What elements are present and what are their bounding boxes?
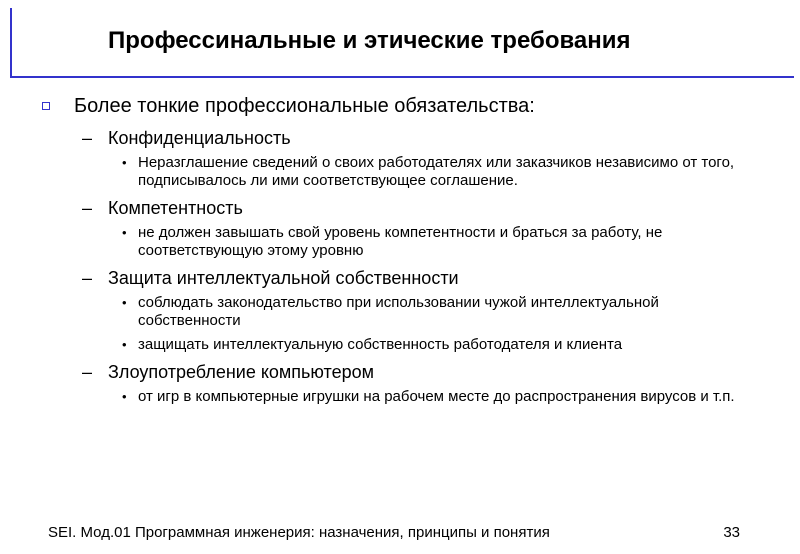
main-bullet [0,93,800,119]
section-heading [0,361,800,384]
section-competence [0,197,800,260]
list-item-text: от игр в компьютерные игрушки на рабочем месте до распространения вирусов и т.п. [138,388,735,405]
section-heading-text: Злоупотребление компьютером [108,362,374,382]
dash-bullet-icon: – [82,198,93,218]
section-computer-misuse [0,361,800,406]
dot-bullet-icon: • [122,389,127,404]
list-item-text: защищать интеллектуальную собственность работодателя и клиента [138,336,623,353]
list-item [0,154,800,190]
accent-horizontal-line [10,76,794,78]
dot-bullet-icon: • [122,225,127,240]
dash-bullet-icon: – [82,268,93,288]
dash-bullet-icon: – [82,362,93,382]
list-item-text: Неразглашение сведений о своих работодателях или заказчиков независимо от того, подписывалось ли ими соответствующее соглашение. [138,154,735,189]
dot-bullet-icon: • [122,155,127,170]
section-heading-text: Конфиденциальность [108,128,291,148]
accent-vertical-line [10,8,12,76]
section-heading-text: Компетентность [108,198,243,218]
main-bullet-text: Более тонкие профессиональные обязательства: [74,95,535,117]
dash-bullet-icon: – [82,128,93,148]
square-bullet-icon [42,102,50,110]
section-heading [0,197,800,220]
slide-title: Профессинальные и этические требования [108,27,631,54]
list-item [0,294,800,330]
page-number: 33 [723,524,740,541]
section-heading [0,127,800,150]
section-heading-text: Защита интеллектуальной собственности [108,268,459,288]
section-heading [0,267,800,290]
footer-text: SEI. Мод.01 Программная инженерия: назначения, принципы и понятия [48,524,550,541]
dot-bullet-icon: • [122,295,127,310]
list-item [0,336,800,354]
section-confidentiality [0,127,800,190]
section-intellectual-property [0,267,800,354]
list-item-text: не должен завышать свой уровень компетентности и браться за работу, не соответствующую этому уровню [138,224,663,259]
dot-bullet-icon: • [122,337,127,352]
list-item [0,388,800,406]
slide-content [0,93,800,413]
list-item [0,224,800,260]
list-item-text: соблюдать законодательство при использовании чужой интеллектуальной собственности [138,294,659,329]
